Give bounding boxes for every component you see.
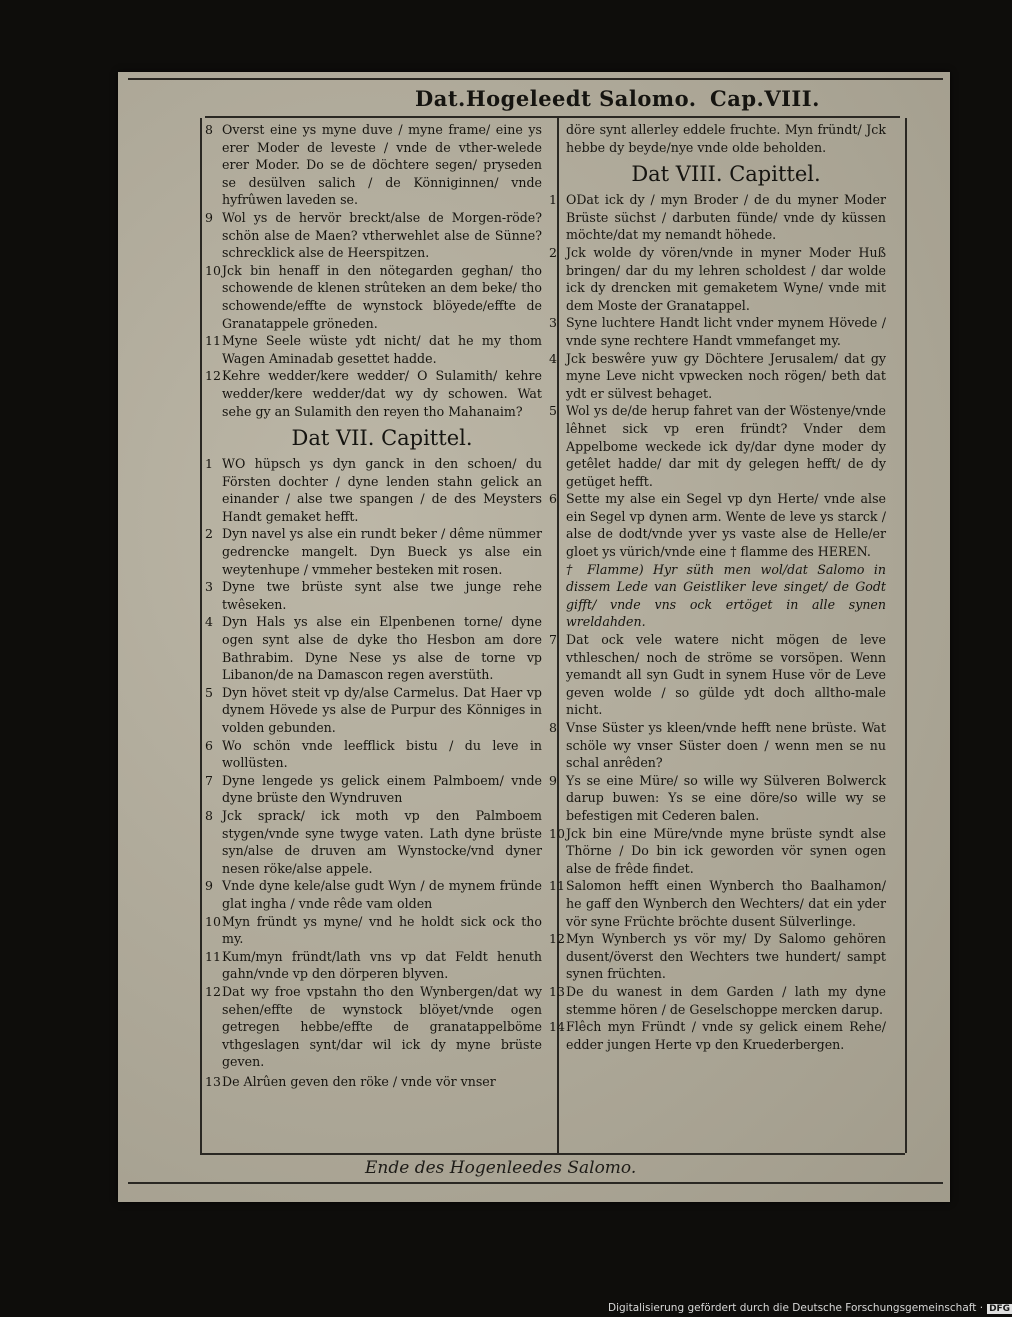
verse-number: 5 bbox=[205, 684, 213, 700]
verse bbox=[549, 631, 886, 719]
right-column bbox=[549, 121, 886, 1053]
verse-text: Kum/myn fründt/lath vns vp dat Feldt henuth gahn/vnde vp den dörperen blyven. bbox=[222, 948, 542, 982]
verse-number: 13 bbox=[205, 1073, 221, 1089]
verse bbox=[205, 262, 542, 332]
verse bbox=[205, 613, 542, 683]
verse-text: Myn fründt ys myne/ vnd he holdt sick ock tho my. bbox=[222, 913, 542, 947]
verse-text: Syne luchtere Handt licht vnder mynem Hövede / vnde syne rechtere Handt vmmefanget my. bbox=[566, 315, 886, 348]
verse bbox=[205, 332, 542, 367]
footer-rule bbox=[200, 1153, 905, 1155]
verse-number: 1 bbox=[549, 192, 557, 208]
verse-number: 2 bbox=[549, 244, 557, 260]
verse bbox=[549, 191, 886, 244]
chapter-heading-viii: Dat VIII. Capittel. bbox=[631, 162, 821, 187]
verse-number: 12 bbox=[205, 368, 221, 384]
verse-text: Vnde dyne kele/alse gudt Wyn / de mynem fründe glat ingha / vnde rêde vam olden bbox=[222, 878, 542, 911]
verse-text: Dyne lengede ys gelick einem Palmboem/ vnde dyne brüste den Wyndruven bbox=[222, 772, 542, 806]
verse bbox=[549, 877, 886, 930]
end-note: Ende des Hogenleedes Salomo. bbox=[365, 1158, 637, 1178]
top-rule bbox=[128, 78, 943, 80]
verse-number: 10 bbox=[549, 825, 565, 841]
verse bbox=[549, 350, 886, 403]
marginal-gloss: † Flamme) Hyr süth men wol/dat Salomo in dissem Lede van Geistliker leve singet/ de Godt gifft/ vnde vns ock ertöget in alle synen wreldahden. bbox=[566, 561, 886, 630]
verse-number: 10 bbox=[205, 913, 221, 929]
verse-text: Myn Wynberch ys vör my/ Dy Salomo gehören dusent/överst den Wechters twe hundert/ sampt synen früchten. bbox=[566, 931, 886, 982]
verse bbox=[205, 983, 542, 1071]
verse-number: 11 bbox=[205, 948, 221, 964]
verse-text: Myne Seele wüste ydt nicht/ dat he my thom Wagen Aminadab gesettet hadde. bbox=[222, 333, 542, 366]
verse bbox=[549, 1018, 886, 1053]
verse-number: 13 bbox=[549, 983, 565, 999]
verse-number: 8 bbox=[205, 122, 213, 137]
verse bbox=[549, 719, 886, 772]
left-column bbox=[205, 121, 542, 1090]
verse bbox=[205, 684, 542, 737]
verse-text: Dat ock vele watere nicht mögen de leve vthleschen/ noch de ströme se vorsöpen. Wenn yemandt all syn Gudt in synem Huse vör de Leve geven wolde / so gülde ydt doch alltho-male nicht. bbox=[566, 632, 886, 718]
verse-number: 1 bbox=[205, 456, 213, 472]
verse-13 bbox=[205, 1073, 542, 1091]
verse-number: 7 bbox=[205, 772, 213, 788]
verse-number: 9 bbox=[205, 878, 213, 894]
verse bbox=[549, 244, 886, 314]
verse bbox=[549, 983, 886, 1018]
verse-number: 5 bbox=[549, 403, 557, 419]
verse-number: 11 bbox=[205, 333, 221, 349]
verse-number: 8 bbox=[205, 807, 213, 823]
verse bbox=[549, 930, 886, 983]
verse-number: 7 bbox=[549, 632, 557, 648]
verse-text: Jck bin eine Müre/vnde myne brüste syndt alse Thörne / Do bin ick geworden vör synen ogen alse de frêde findet. bbox=[566, 825, 886, 876]
verse bbox=[566, 121, 886, 156]
verse-text: Wo schön vnde leefflick bistu / du leve in wollüsten. bbox=[222, 737, 542, 771]
verse-text: Jck beswêre yuw gy Döchtere Jerusalem/ dat gy myne Leve nicht vpwecken noch rögen/ beth dat ydt er sülvest behaget. bbox=[566, 350, 886, 401]
verse-number: 2 bbox=[205, 526, 213, 542]
verse bbox=[205, 525, 542, 578]
verse-text: Dyn Hals ys alse ein Elpenbenen torne/ dyne ogen synt alse de dyke tho Hesbon am dore Bathrabim. Dyne Nese ys alse de torne vp Libanon/de na Damascon regen averstüth. bbox=[222, 614, 542, 683]
verse-number: 3 bbox=[549, 315, 557, 331]
verse-text: Salomon hefft einen Wynberch tho Baalhamon/ he gaff den Wynberch den Wechters/ dat ein yder vör syne Früchte bröchte dusent Sülverlinge. bbox=[566, 878, 886, 929]
verse bbox=[205, 948, 542, 983]
verse-text: Overst eine ys myne duve / myne frame/ eine ys erer Moder de leveste / vnde de vther-welede erer Moder. Do se de döchtere segen/ pryseden se desülven salich / de Könniginnen/ vnde hyfrûwen laveden se. bbox=[222, 122, 542, 208]
verse-number: 12 bbox=[549, 931, 565, 947]
verse-text: Vnse Süster ys kleen/vnde hefft nene brüste. Wat schöle wy vnser Süster doen / wenn men se nu schal anrêden? bbox=[566, 720, 886, 771]
verse bbox=[549, 490, 886, 560]
verse bbox=[205, 807, 542, 877]
credit-text: Digitalisierung gefördert durch die Deutsche Forschungsgemeinschaft · bbox=[608, 1302, 984, 1314]
verse-number: 9 bbox=[549, 772, 557, 788]
running-title: Dat.Hogeleedt Salomo. bbox=[415, 86, 697, 111]
verse-number: 8 bbox=[549, 720, 557, 735]
verse bbox=[549, 825, 886, 878]
verse-text: Wol ys de/de herup fahret van der Wöstenye/vnde lêhnet sick vp eren fründt? Vnder dem Appelbome weckede ick dy/dar dyne moder dy getêlet hadde/ dar mit dy gelegen hefft/ de dy getüget hefft. bbox=[566, 403, 886, 489]
verse-text: Dyne twe brüste synt alse twe junge rehe twêseken. bbox=[222, 579, 542, 612]
verse bbox=[205, 455, 542, 525]
verse-text: Kehre wedder/kere wedder/ O Sulamith/ kehre wedder/kere wedder/dat wy dy schowen. Wat sehe gy an Sulamith den reyen tho Mahanaim? bbox=[222, 368, 542, 419]
verse-text: Jck sprack/ ick moth vp den Palmboem stygen/vnde syne twyge vaten. Lath dyne brüste syn/alse de druven am Wynstocke/vnd dyner nesen röke/alse appele. bbox=[222, 807, 542, 876]
verse-number: 6 bbox=[205, 737, 213, 753]
verse-text: Dat wy froe vpstahn tho den Wynbergen/dat wy sehen/effte de wynstock blöyet/vnde ogen getregen hebbe/effte de granatappelböme vthgeslagen synt/dar wil ick dy myne brüste geven. bbox=[222, 983, 542, 1070]
verse bbox=[205, 578, 542, 613]
verse-text: WO hüpsch ys dyn ganck in den schoen/ du Försten dochter / dyne lenden stahn gelick an einander / alse twe spangen / de des Meysters Handt gemaket hefft. bbox=[222, 456, 542, 524]
verse-text: Wol ys de hervör breckt/alse de Morgen-röde? schön alse de Maen? vtherwehlet alse de Sünne? schrecklick alse de Heerspitzen. bbox=[222, 209, 542, 261]
verse-text: döre synt allerley eddele fruchte. Myn fründt/ Jck hebbe dy beyde/nye vnde olde beholden. bbox=[566, 122, 886, 155]
verse bbox=[549, 314, 886, 349]
verse bbox=[549, 772, 886, 825]
verse-number: 6 bbox=[549, 491, 557, 507]
verse-text: ODat ick dy / myn Broder / de du myner Moder Brüste süchst / darbuten fünde/ vnde dy küssen möchte/dat my nemandt höhede. bbox=[566, 192, 886, 243]
verse bbox=[549, 402, 886, 490]
verse-number: 14 bbox=[549, 1019, 565, 1035]
verse-number: 4 bbox=[549, 350, 557, 366]
bottom-rule bbox=[128, 1182, 943, 1184]
verse-text: De du wanest in dem Garden / lath my dyne stemme hören / de Geselschoppe mercken darup. bbox=[566, 983, 886, 1017]
verse bbox=[205, 209, 542, 262]
chapter-heading-vii: Dat VII. Capittel. bbox=[291, 426, 473, 451]
verse-number: 9 bbox=[205, 209, 213, 225]
verse-number: 12 bbox=[205, 983, 221, 999]
verse-text: Dyn hövet steit vp dy/alse Carmelus. Dat Haer vp dynem Hövede ys alse de Purpur des Könniges in volden gebunden. bbox=[222, 684, 542, 735]
verse-text: Jck wolde dy vören/vnde in myner Moder Huß bringen/ dar du my lehren scholdest / dar wolde ick dy drencken mit gemaketem Wyne/ vnde mit dem Moste der Granatappel. bbox=[566, 244, 886, 313]
verse bbox=[205, 737, 542, 772]
chapter-label: Cap.VIII. bbox=[710, 86, 820, 111]
digitization-credit bbox=[608, 1302, 1012, 1314]
verse-text: Flêch myn Fründt / vnde sy gelick einem Rehe/ edder jungen Herte vp den Kruederbergen. bbox=[566, 1019, 886, 1052]
verse bbox=[205, 877, 542, 912]
verse bbox=[205, 772, 542, 807]
verse-number: 3 bbox=[205, 579, 213, 595]
running-header bbox=[205, 82, 905, 116]
verse-text: Ys se eine Müre/ so wille wy Sülveren Bolwerck darup buwen: Ys se eine döre/so wille wy se befestigen mit Cederen balen. bbox=[566, 772, 886, 823]
verse bbox=[205, 121, 542, 209]
verse-text: Dyn navel ys alse ein rundt beker / dême nümmer gedrencke mangelt. Dyn Bueck ys alse ein weytenhupe / vmmeher besteken mit rosen. bbox=[222, 526, 542, 577]
dfg-logo: DFG bbox=[989, 1304, 1011, 1314]
verse-number: 11 bbox=[549, 878, 565, 894]
verse-number: 4 bbox=[205, 614, 213, 630]
verse-number: 10 bbox=[205, 262, 221, 278]
verse-text: Jck bin henaff in den nötegarden geghan/ tho schowende de klenen strûteken an dem beke/ tho schowende/effte de wynstock blöyede/effte de Granatappele gröneden. bbox=[222, 262, 542, 331]
verse-text: Sette my alse ein Segel vp dyn Herte/ vnde alse ein Segel vp dynen arm. Wente de leve ys starck / alse de dodt/vnde yver ys vaste alse de Helle/er gloet ys vürich/vnde eine † flamme des HEREN. bbox=[566, 491, 886, 560]
verse bbox=[205, 913, 542, 948]
verse-text: De Alrûen geven den röke / vnde vör vnser bbox=[222, 1073, 496, 1089]
verse bbox=[205, 367, 542, 420]
